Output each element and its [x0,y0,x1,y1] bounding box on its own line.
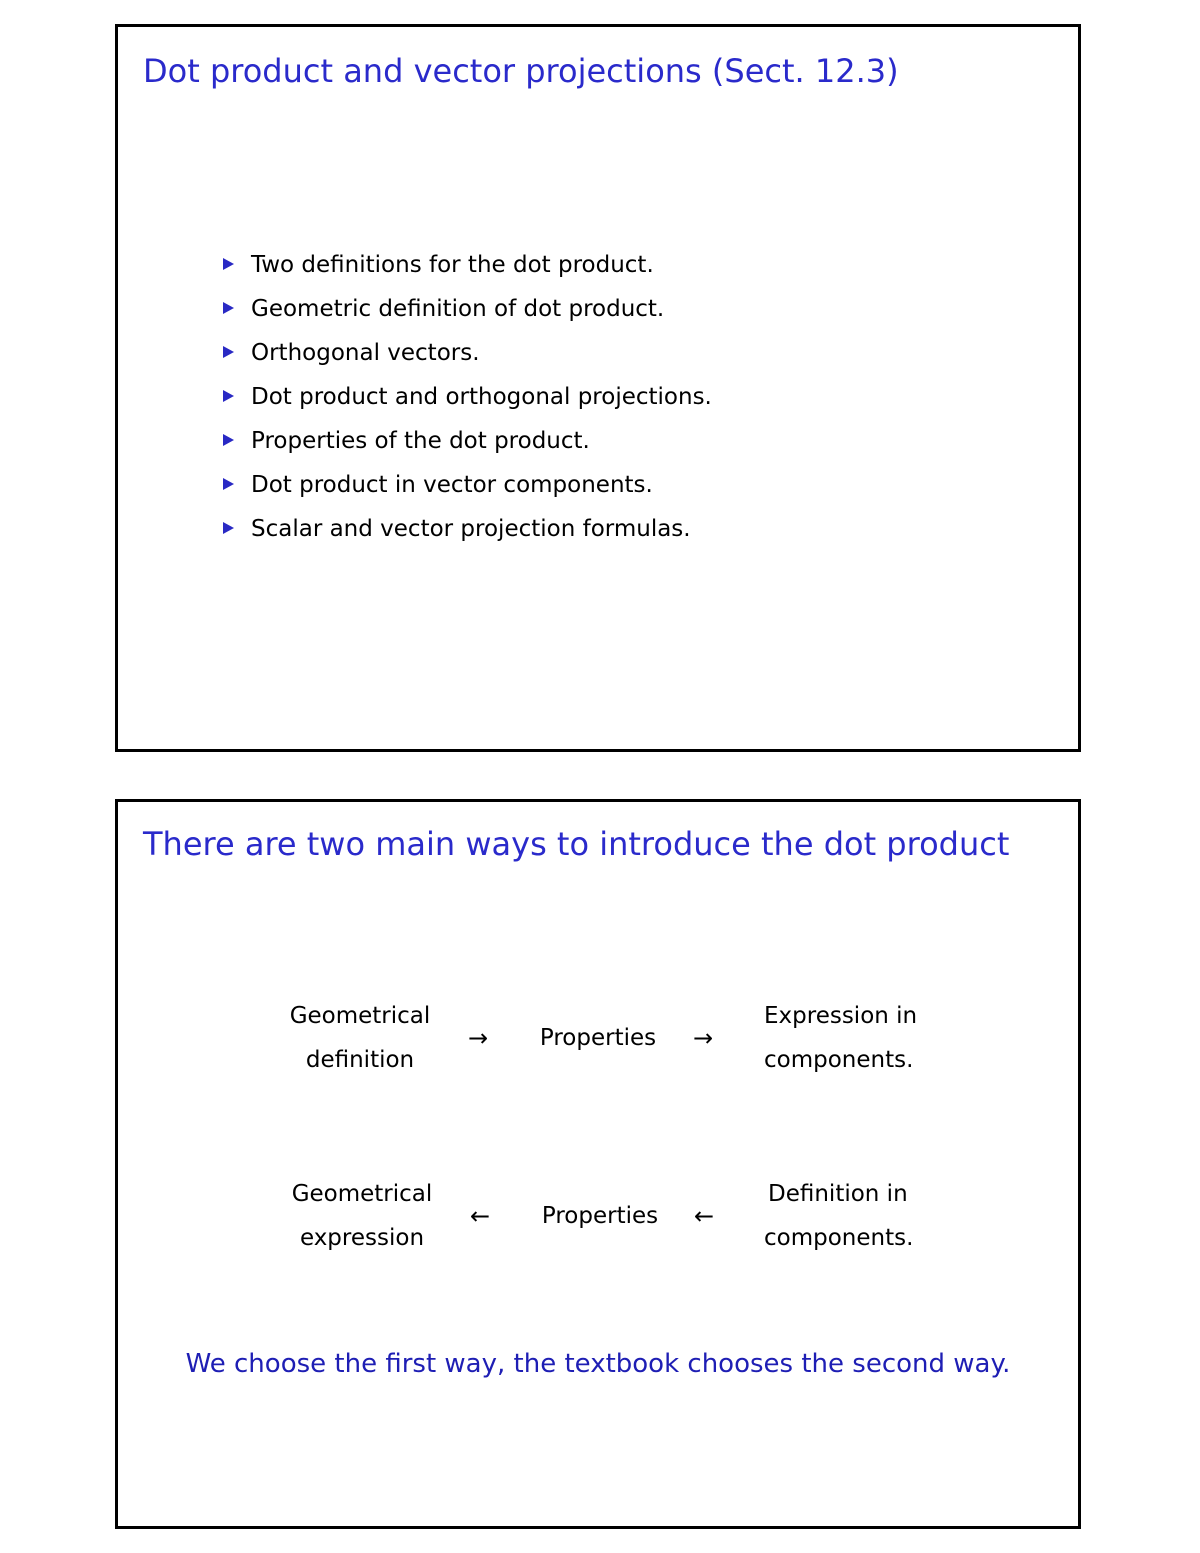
topic-text: Scalar and vector projection formulas. [251,516,691,542]
topic-text: Properties of the dot product. [251,428,590,454]
topic-text: Two definitions for the dot product. [251,252,654,278]
topic-item [223,419,712,463]
row1-right-line1: Expression in [764,1003,918,1029]
row1-left-line2: definition [305,1047,415,1073]
triangle-bullet-icon [223,522,234,534]
topic-item [223,331,712,375]
triangle-bullet-icon [223,346,234,358]
slide-2-title: There are two main ways to introduce the dot product [143,825,1010,863]
row2-right-line2: components. [764,1225,914,1251]
topic-item [223,375,712,419]
triangle-bullet-icon [223,258,234,270]
properties-label: Properties [539,1025,657,1051]
slide-1-title: Dot product and vector projections (Sect. 12.3) [143,52,899,90]
topic-item [223,243,712,287]
properties-label: Properties [541,1203,659,1229]
conclusion-text: We choose the first way, the textbook chooses the second way. [185,1349,1011,1379]
right-arrow-icon: → [468,1024,489,1052]
row2-left-line1: Geometrical [291,1181,433,1207]
row2-right-line1: Definition in [768,1181,908,1207]
row2-left-line2: expression [299,1225,425,1251]
topic-text: Orthogonal vectors. [251,340,480,366]
topic-text: Geometric definition of dot product. [251,296,665,322]
topic-item [223,463,712,507]
topic-item [223,507,712,551]
topic-list [223,243,712,551]
row1-left-line1: Geometrical [289,1003,431,1029]
right-arrow-icon: → [693,1024,714,1052]
definition-in-components-label [764,1172,913,1260]
triangle-bullet-icon [223,390,234,402]
geometrical-expression-label [262,1172,462,1260]
expression-in-components-label [764,994,917,1082]
slide-2 [115,799,1081,1529]
row1-right-line2: components. [764,1047,914,1073]
left-arrow-icon: ← [470,1202,491,1230]
topic-item [223,287,712,331]
triangle-bullet-icon [223,434,234,446]
topic-text: Dot product and orthogonal projections. [251,384,712,410]
triangle-bullet-icon [223,478,234,490]
slide-1 [115,24,1081,752]
left-arrow-icon: ← [694,1202,715,1230]
topic-text: Dot product in vector components. [251,472,653,498]
geometrical-definition-label [260,994,460,1082]
triangle-bullet-icon [223,302,234,314]
